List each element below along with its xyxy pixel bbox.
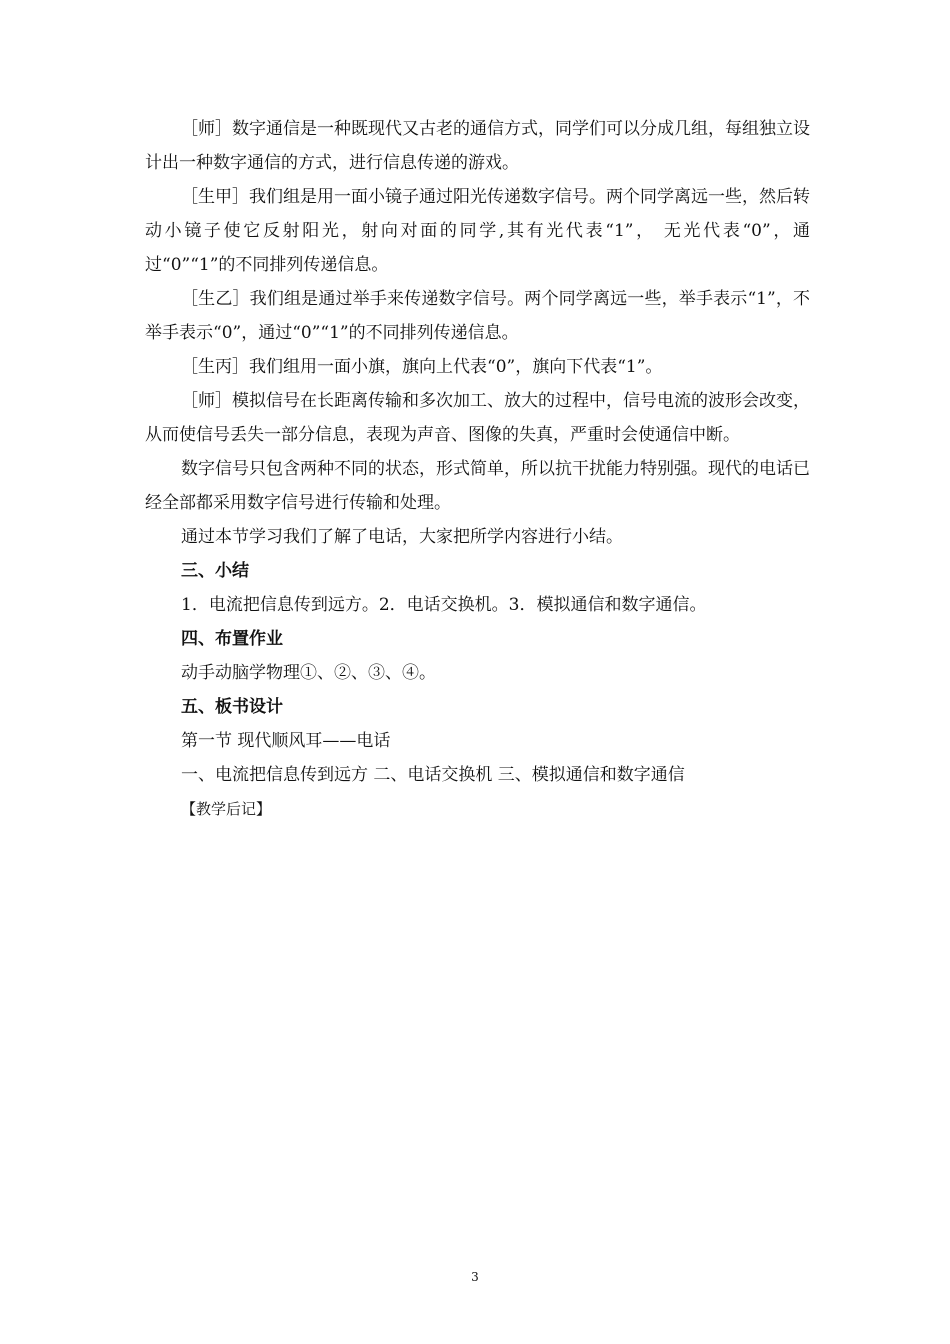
teaching-postscript: 【教学后记】 xyxy=(181,800,272,818)
paragraph-digital-signal: 数字信号只包含两种不同的状态，形式简单，所以抗干扰能力特别强。现代的电话已经全部都采用数字信号进行传输和处理。 xyxy=(145,459,810,513)
paragraph-student-c: ［生丙］我们组用一面小旗，旗向上代表“0”，旗向下代表“1”。 xyxy=(181,357,663,377)
board-design-title: 第一节 现代顺风耳——电话 xyxy=(181,731,391,751)
page-content xyxy=(145,112,810,826)
paragraph-student-b: ［生乙］我们组是通过举手来传递数字信号。两个同学离远一些，举手表示“1”，不举手表示“0”，通过“0”“1”的不同排列传递信息。 xyxy=(145,289,810,343)
paragraph-transition: 通过本节学习我们了解了电话，大家把所学内容进行小结。 xyxy=(181,527,623,547)
paragraph-teacher-intro: ［师］数字通信是一种既现代又古老的通信方式，同学们可以分成几组，每组独立设计出一种数字通信的方式，进行信息传递的游戏。 xyxy=(145,119,810,173)
paragraph-teacher-analog: ［师］模拟信号在长距离传输和多次加工、放大的过程中，信号电流的波形会改变，从而使信号丢失一部分信息，表现为声音、图像的失真，严重时会使通信中断。 xyxy=(145,391,810,445)
homework-text: 动手动脑学物理①、②、③、④。 xyxy=(181,663,436,683)
homework-heading: 四、布置作业 xyxy=(181,629,283,649)
page-number: 3 xyxy=(471,1270,479,1284)
board-design-heading: 五、板书设计 xyxy=(181,697,283,717)
paragraph-student-a: ［生甲］我们组是用一面小镜子通过阳光传递数字信号。两个同学离远一些，然后转动小镜子使它反射阳光，射向对面的同学,其有光代表“1”， 无光代表“0”，通过“0”“1”的不同排列传递信息。 xyxy=(145,187,810,275)
board-design-outline: 一、电流把信息传到远方 二、电话交换机 三、模拟通信和数字通信 xyxy=(181,765,685,785)
summary-heading: 三、小结 xyxy=(181,561,249,581)
summary-text: 1．电流把信息传到远方。2．电话交换机。3．模拟通信和数字通信。 xyxy=(181,595,707,615)
